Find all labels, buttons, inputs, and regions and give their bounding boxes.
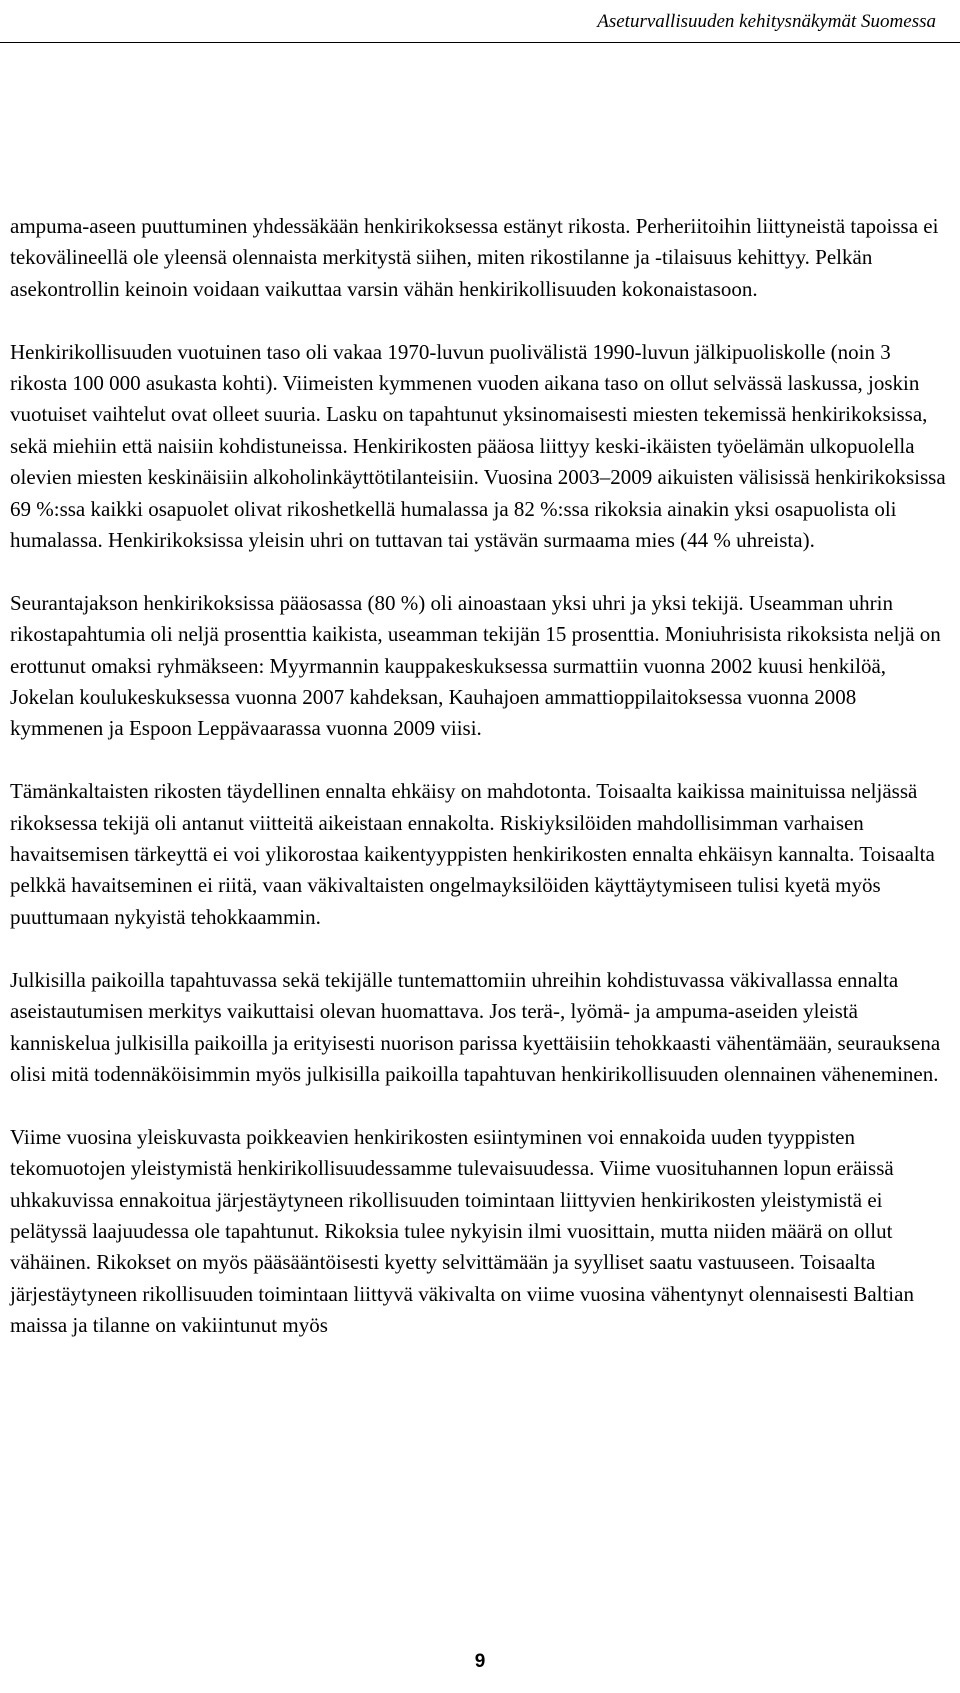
running-header-title: Aseturvallisuuden kehitysnäkymät Suomessa xyxy=(597,11,936,32)
document-body xyxy=(10,211,948,1342)
body-paragraph: Viime vuosina yleiskuvasta poikkeavien henkirikosten esiintyminen voi ennakoida uuden tyyppisten tekomuotojen yleistymistä henkirikollisuudessamme tulevaisuudessa. Viime vuosituhannen lopun eräissä uhkakuvissa ennakoitua järjestäytyneen rikollisuuden toimintaan liittyvien henkirikosten yleistymistä ei pelätyssä laajuudessa ole tapahtunut. Rikoksia tulee nykyisin ilmi vuosittain, mutta niiden määrä on ollut vähäinen. Rikokset on myös pääsääntöisesti kyetty selvittämään ja syylliset saatu vastuuseen. Toisaalta järjestäytyneen rikollisuuden toimintaan liittyvä väkivalta on viime vuosina vähentynyt olennaisesti Baltian maissa ja tilanne on vakiintunut myös xyxy=(10,1124,914,1338)
page-number: 9 xyxy=(474,1651,486,1672)
header-divider xyxy=(0,42,960,43)
body-paragraph: ampuma-aseen puuttuminen yhdessäkään henkirikoksessa estänyt rikosta. Perheriitoihin liittyneistä tapoissa ei tekovälineellä ole yleensä olennaista merkitystä siihen, miten rikostilanne ja -tilaisuus kehittyy. Pelkän asekontrollin keinoin voidaan vaikuttaa varsin vähän henkirikollisuuden kokonaistasoon. xyxy=(10,214,939,301)
body-paragraph: Tämänkaltaisten rikosten täydellinen ennalta ehkäisy on mahdotonta. Toisaalta kaikissa mainituissa neljässä rikoksessa tekijä oli antanut viitteitä aikeistaan ennakolta. Riskiyksilöiden mahdollisimman varhaisen havaitsemisen tärkeyttä ei voi ylikorostaa kaikentyyppisten henkirikosten ennalta ehkäisyn kannalta. Toisaalta pelkkä havaitseminen ei riitä, vaan väkivaltaisten ongelmayksilöiden käyttäytymiseen tulisi kyetä myös puuttumaan nykyistä tehokkaammin. xyxy=(10,779,935,929)
body-paragraph: Seurantajakson henkirikoksissa pääosassa (80 %) oli ainoastaan yksi uhri ja yksi tekijä. Useamman uhrin rikostapahtumia oli neljä prosenttia kaikista, useamman tekijän 15 prosenttia. Moniuhrisista rikoksista neljä on erottunut omaksi ryhmäkseen: Myyrmannin kauppakeskuksessa surmattiin vuonna 2002 kuusi henkilöä, Jokelan koulukeskuksessa vuonna 2007 kahdeksan, Kauhajoen ammattioppilaitoksessa vuonna 2008 kymmenen ja Espoon Leppävaarassa vuonna 2009 viisi. xyxy=(10,590,941,741)
body-paragraph: Julkisilla paikoilla tapahtuvassa sekä tekijälle tuntemattomiin uhreihin kohdistuvassa väkivallassa ennalta aseistautumisen merkitys vaikuttaisi olevan huomattava. Jos terä-, lyömä- ja ampuma-aseiden yleistä kanniskelua julkisilla paikoilla ja erityisesti nuorison parissa kyettäisiin tehokkaasti vähentämään, seurauksena olisi mitä todennäköisimmin myös julkisilla paikoilla tapahtuvan henkirikollisuuden olennainen väheneminen. xyxy=(10,967,941,1086)
body-paragraph: Henkirikollisuuden vuotuinen taso oli vakaa 1970-luvun puolivälistä 1990-luvun jälkipuoliskolle (noin 3 rikosta 100 000 asukasta kohti). Viimeisten kymmenen vuoden aikana taso on ollut selvässä laskussa, joskin vuotuiset vaihtelut ovat olleet suuria. Lasku on tapahtunut yksinomaisesti miesten tekemissä henkirikoksissa, sekä miehiin että naisiin kohdistuneissa. Henkirikosten pääosa liittyy keski-ikäisten työelämän ulkopuolella olevien miesten keskinäisiin alkoholinkäyttötilanteisiin. Vuosina 2003–2009 aikuisten välisissä henkirikoksissa 69 %:ssa kaikki osapuolet olivat rikoshetkellä humalassa ja 82 %:ssa rikoksia ainakin yksi osapuolista oli humalassa. Henkirikoksissa yleisin uhri on tuttavan tai ystävän surmaama mies (44 % uhreista). xyxy=(10,339,946,553)
